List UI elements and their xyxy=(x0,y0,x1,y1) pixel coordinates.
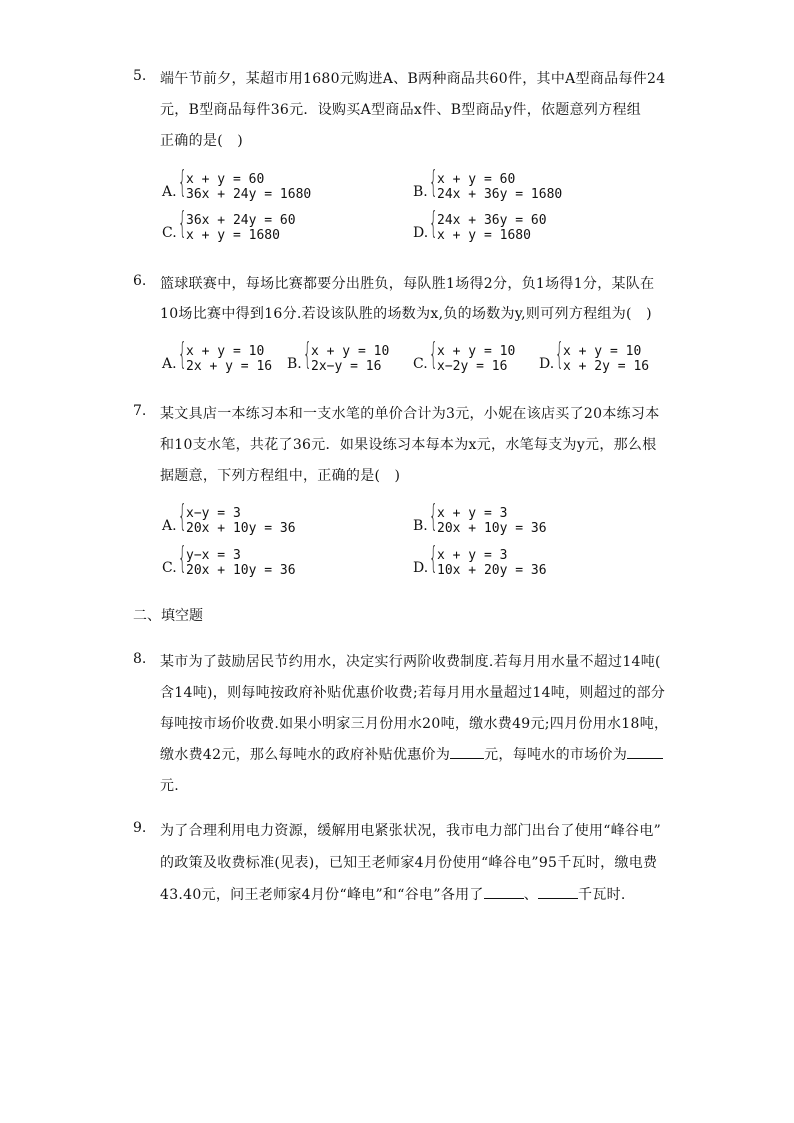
question-number: 9. xyxy=(133,820,147,836)
option-letter: A. xyxy=(162,518,177,534)
question-text: 缴水费42元，那么每吨水的政府补贴优惠价为 xyxy=(160,747,451,763)
question-text-line: 的政策及收费标准(见表)，已知王老师家4月份使用“峰谷电”95千瓦时，缴电费 xyxy=(160,855,658,871)
question-number: 5. xyxy=(133,68,147,84)
section-heading: 二、填空题 xyxy=(133,608,203,624)
equation-2: 20x + 10y = 36 xyxy=(437,521,547,536)
brace-icon: { xyxy=(429,337,438,372)
equation-1: x + y = 10 xyxy=(563,344,642,359)
brace-icon: { xyxy=(178,206,187,241)
brace-icon: { xyxy=(429,499,438,534)
option-letter: D. xyxy=(413,560,429,576)
equation-2: 20x + 10y = 36 xyxy=(186,521,296,536)
question-number: 7. xyxy=(133,403,147,419)
equation-2: x + y = 1680 xyxy=(186,228,280,243)
equation-1: x + y = 60 xyxy=(437,172,516,187)
option-letter: C. xyxy=(162,225,177,241)
question-text-line: 和10支水笔，共花了36元．如果设练习本每本为x元，水笔每支为y元，那么根 xyxy=(160,437,657,453)
question-text-line: 为了合理利用电力资源，缓解用电紧张状况，我市电力部门出台了使用“峰谷电” xyxy=(160,823,662,839)
question-text-line xyxy=(160,884,626,904)
equation-1: x + y = 10 xyxy=(311,344,390,359)
question-text-line: 元，B型商品每件36元．设购买A型商品x件、B型商品y件，依题意列方程组 xyxy=(160,102,642,118)
equation-2: 2x + y = 16 xyxy=(186,359,273,374)
option-letter: D. xyxy=(539,356,555,372)
question-text: 43.40元，问王老师家4月份“峰电”和“谷电”各用了 xyxy=(160,887,484,903)
equation-2: 10x + 20y = 36 xyxy=(437,563,547,578)
equation-2: x + y = 1680 xyxy=(437,228,531,243)
option-letter: B. xyxy=(413,518,428,534)
brace-icon: { xyxy=(178,499,187,534)
equation-1: 24x + 36y = 60 xyxy=(437,213,547,228)
question-text-line: 含14吨)，则每吨按政府补贴优惠价收费;若每月用水量超过14吨，则超过的部分 xyxy=(160,685,666,701)
equation-2: 2x−y = 16 xyxy=(311,359,382,374)
option-letter: D. xyxy=(413,225,429,241)
question-text-line: 据题意，下列方程组中，正确的是( ) xyxy=(160,468,401,484)
question-text-line: 某文具店一本练习本和一支水笔的单价合计为3元，小妮在该店买了20本练习本 xyxy=(160,406,660,422)
question-text-line: 正确的是( ) xyxy=(160,133,244,149)
brace-icon: { xyxy=(178,337,187,372)
brace-icon: { xyxy=(429,541,438,576)
equation-2: 20x + 10y = 36 xyxy=(186,563,296,578)
option-letter: B. xyxy=(287,356,302,372)
brace-icon: { xyxy=(303,337,312,372)
equation-1: x−y = 3 xyxy=(186,506,241,521)
equation-2: 36x + 24y = 1680 xyxy=(186,187,312,202)
equation-1: 36x + 24y = 60 xyxy=(186,213,296,228)
answer-blank-2[interactable] xyxy=(538,886,578,899)
question-text-line: 某市为了鼓励居民节约用水，决定实行两阶收费制度.若每月用水量不超过14吨( xyxy=(160,654,661,670)
question-text-line: 10场比赛中得到16分.若设该队胜的场数为x,负的场数为y,则可列方程组为( ) xyxy=(160,306,652,322)
brace-icon: { xyxy=(178,165,187,200)
equation-2: 24x + 36y = 1680 xyxy=(437,187,563,202)
question-number: 6. xyxy=(133,273,147,289)
question-text: 千瓦时. xyxy=(578,887,626,903)
brace-icon: { xyxy=(429,206,438,241)
question-text-line xyxy=(160,744,663,764)
equation-1: x + y = 10 xyxy=(186,344,265,359)
question-text-line: 端午节前夕，某超市用1680元购进A、B两种商品共60件，其中A型商品每件24 xyxy=(160,71,666,87)
question-text: 元，每吨水的市场价为 xyxy=(484,747,628,763)
equation-1: y−x = 3 xyxy=(186,548,241,563)
option-letter: B. xyxy=(413,184,428,200)
equation-2: x−2y = 16 xyxy=(437,359,508,374)
question-text-line: 元. xyxy=(160,778,180,794)
answer-blank-2[interactable] xyxy=(627,746,663,759)
equation-2: x + 2y = 16 xyxy=(563,359,650,374)
brace-icon: { xyxy=(555,337,564,372)
answer-blank-1[interactable] xyxy=(484,886,524,899)
brace-icon: { xyxy=(178,541,187,576)
question-text: 、 xyxy=(523,887,539,903)
question-text-line: 篮球联赛中，每场比赛都要分出胜负，每队胜1场得2分，负1场得1分，某队在 xyxy=(160,276,655,292)
answer-blank-1[interactable] xyxy=(450,746,484,759)
question-number: 8. xyxy=(133,651,147,667)
question-text-line: 每吨按市场价收费.如果小明家三月份用水20吨，缴水费49元;四月份用水18吨， xyxy=(160,716,669,732)
option-letter: A. xyxy=(162,184,177,200)
equation-1: x + y = 60 xyxy=(186,172,265,187)
equation-1: x + y = 3 xyxy=(437,506,508,521)
option-letter: A. xyxy=(162,356,177,372)
brace-icon: { xyxy=(429,165,438,200)
equation-1: x + y = 10 xyxy=(437,344,516,359)
option-letter: C. xyxy=(162,560,177,576)
option-letter: C. xyxy=(413,356,428,372)
equation-1: x + y = 3 xyxy=(437,548,508,563)
